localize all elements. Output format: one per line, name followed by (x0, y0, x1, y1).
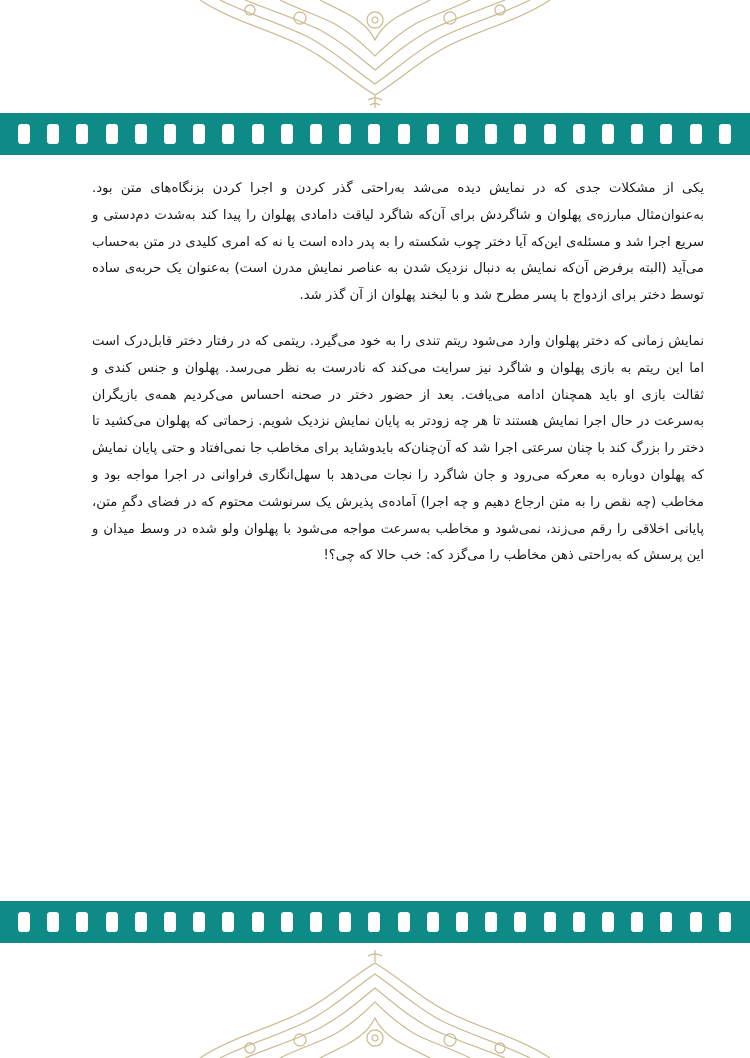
sprocket-hole (690, 124, 702, 144)
sprocket-hole (660, 124, 672, 144)
sprocket-hole (456, 912, 468, 932)
sprocket-hole (368, 912, 380, 932)
sprocket-hole (602, 912, 614, 932)
sprocket-hole (18, 124, 30, 144)
sprocket-hole (514, 912, 526, 932)
sprocket-hole (485, 124, 497, 144)
paragraph-2: نمایش زمانی که دختر پهلوان وارد می‌شود ریتم تندی را به خود می‌گیرد. ریتمی که در رفتار دختر قابل‌درک است اما این ریتم به بازی پهلوان و شاگرد نیز سرایت می‌کند که نادرست به نظر می‌رسد. پهلوان و جنس کندی و ثقالت بازی او باید همچنان ادامه می‌یافت. بعد از حضور دختر در صحنه احساس می‌کردیم همه‌ی بازیگران به‌سرعت در حال اجرا نمایش هستند تا هر چه زودتر به پایان نمایش نزدیک شویم. زحماتی که پهلوان می‌کشید تا دختر را بزرگ کند با چنان سرعتی اجرا شد که آن‌چنان‌که بایدوشاید برای مخاطب جا نمی‌افتاد و حتی پایان نمایش که پهلوان دوباره به معرکه می‌رود و جان شاگرد را نجات می‌دهد با سهل‌انگاری فراوانی در اجرا مواجه بود و مخاطب (چه نقص را به متن ارجاع دهیم و چه اجرا) آماده‌ی پذیرش یک سرنوشت محتوم که در فضای دگمِ متن، پایانی اخلاقی را رقم می‌زند، نمی‌شود و مخاطب به‌سرعت مواجه می‌شود با پهلوان ولو شده در وسط میدان و این پرسش که به‌راحتی ذهن مخاطب را می‌گزد که: خب حالا که چی؟! (92, 333, 704, 564)
sprocket-hole (281, 124, 293, 144)
sprocket-hole (193, 912, 205, 932)
sprocket-hole (631, 912, 643, 932)
sprocket-hole (719, 912, 731, 932)
sprocket-hole (573, 124, 585, 144)
sprocket-hole (602, 124, 614, 144)
sprocket-hole (660, 912, 672, 932)
bottom-filmstrip (0, 901, 750, 943)
bottom-ornament (0, 948, 750, 1058)
top-filmstrip (0, 113, 750, 155)
sprocket-hole (544, 912, 556, 932)
sprocket-hole (252, 912, 264, 932)
sprocket-hole (47, 912, 59, 932)
sprocket-hole (690, 912, 702, 932)
sprocket-hole (310, 912, 322, 932)
sprocket-hole (427, 124, 439, 144)
sprocket-hole (339, 124, 351, 144)
sprocket-hole (106, 124, 118, 144)
top-ornament (0, 0, 750, 110)
article-body (92, 176, 704, 589)
filmstrip-holes (0, 124, 750, 144)
filmstrip-holes (0, 912, 750, 932)
sprocket-hole (398, 912, 410, 932)
sprocket-hole (252, 124, 264, 144)
sprocket-hole (339, 912, 351, 932)
sprocket-hole (719, 124, 731, 144)
arabesque-ornament-icon (0, 948, 750, 1058)
sprocket-hole (573, 912, 585, 932)
sprocket-hole (398, 124, 410, 144)
sprocket-hole (76, 124, 88, 144)
sprocket-hole (485, 912, 497, 932)
sprocket-hole (368, 124, 380, 144)
sprocket-hole (427, 912, 439, 932)
sprocket-hole (164, 912, 176, 932)
sprocket-hole (193, 124, 205, 144)
sprocket-hole (514, 124, 526, 144)
sprocket-hole (135, 912, 147, 932)
sprocket-hole (106, 912, 118, 932)
sprocket-hole (544, 124, 556, 144)
sprocket-hole (281, 912, 293, 932)
sprocket-hole (76, 912, 88, 932)
sprocket-hole (222, 124, 234, 144)
sprocket-hole (456, 124, 468, 144)
sprocket-hole (18, 912, 30, 932)
sprocket-hole (47, 124, 59, 144)
arabesque-ornament-icon (0, 0, 750, 110)
sprocket-hole (135, 124, 147, 144)
sprocket-hole (164, 124, 176, 144)
sprocket-hole (222, 912, 234, 932)
sprocket-hole (310, 124, 322, 144)
paragraph-1: یکی از مشکلات جدی که در نمایش دیده می‌شد به‌راحتی گذر کردن و اجرا کردن بزنگاه‌های متن بود. به‌عنوان‌مثال مبارزه‌ی پهلوان و شاگردش برای آن‌که شاگرد لیاقت دامادی پهلوان را پیدا کند به‌شدت دم‌دستی و سریع اجرا شد و مسئله‌ی این‌که آیا دختر چوب شکسته را به پدر داده است یا نه که امری کلیدی در متن به‌حساب می‌آید (البته برفرض آن‌که نمایش به دنبال نزدیک شدن به عناصر نمایش مدرن است) به‌عنوان یک حربه‌ی ساده توسط دختر برای ازدواج با پسر مطرح شد و با لبخند پهلوان از آن گذر شد. (92, 181, 704, 304)
sprocket-hole (631, 124, 643, 144)
